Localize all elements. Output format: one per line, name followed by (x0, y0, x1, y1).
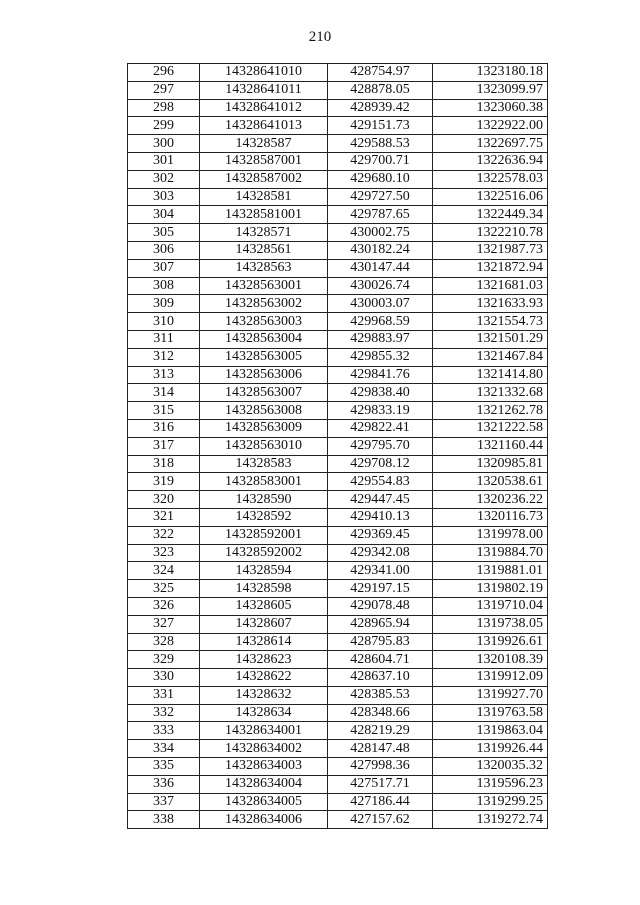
point-code-cell: 14328563001 (200, 277, 328, 295)
table-row (128, 686, 548, 704)
y-coordinate-cell: 1321332.68 (433, 384, 548, 402)
point-code-cell: 14328634002 (200, 740, 328, 758)
point-code-cell: 14328563009 (200, 419, 328, 437)
point-code-cell: 14328587002 (200, 170, 328, 188)
point-code-cell: 14328634005 (200, 793, 328, 811)
point-code-cell: 14328587 (200, 135, 328, 153)
x-coordinate-cell: 429822.41 (328, 419, 433, 437)
y-coordinate-cell: 1323180.18 (433, 64, 548, 82)
table-row (128, 152, 548, 170)
row-number-cell: 336 (128, 775, 200, 793)
y-coordinate-cell: 1319710.04 (433, 597, 548, 615)
table-row (128, 508, 548, 526)
y-coordinate-cell: 1321414.80 (433, 366, 548, 384)
x-coordinate-cell: 429680.10 (328, 170, 433, 188)
x-coordinate-cell: 428795.83 (328, 633, 433, 651)
row-number-cell: 334 (128, 740, 200, 758)
point-code-cell: 14328641010 (200, 64, 328, 82)
table-row (128, 64, 548, 82)
row-number-cell: 296 (128, 64, 200, 82)
point-code-cell: 14328583001 (200, 473, 328, 491)
y-coordinate-cell: 1322516.06 (433, 188, 548, 206)
x-coordinate-cell: 427998.36 (328, 758, 433, 776)
point-code-cell: 14328581001 (200, 206, 328, 224)
table-row (128, 455, 548, 473)
x-coordinate-cell: 429833.19 (328, 402, 433, 420)
y-coordinate-cell: 1319881.01 (433, 562, 548, 580)
point-code-cell: 14328592001 (200, 526, 328, 544)
x-coordinate-cell: 428348.66 (328, 704, 433, 722)
table-row (128, 259, 548, 277)
table-row (128, 313, 548, 331)
point-code-cell: 14328583 (200, 455, 328, 473)
y-coordinate-cell: 1319927.70 (433, 686, 548, 704)
point-code-cell: 14328634 (200, 704, 328, 722)
x-coordinate-cell: 428385.53 (328, 686, 433, 704)
y-coordinate-cell: 1320985.81 (433, 455, 548, 473)
point-code-cell: 14328641011 (200, 81, 328, 99)
row-number-cell: 306 (128, 241, 200, 259)
row-number-cell: 302 (128, 170, 200, 188)
table-row (128, 348, 548, 366)
y-coordinate-cell: 1323060.38 (433, 99, 548, 117)
row-number-cell: 335 (128, 758, 200, 776)
y-coordinate-cell: 1321160.44 (433, 437, 548, 455)
y-coordinate-cell: 1321262.78 (433, 402, 548, 420)
table-row (128, 170, 548, 188)
x-coordinate-cell: 428754.97 (328, 64, 433, 82)
x-coordinate-cell: 430182.24 (328, 241, 433, 259)
row-number-cell: 316 (128, 419, 200, 437)
point-code-cell: 14328632 (200, 686, 328, 704)
x-coordinate-cell: 429708.12 (328, 455, 433, 473)
row-number-cell: 323 (128, 544, 200, 562)
x-coordinate-cell: 429700.71 (328, 152, 433, 170)
row-number-cell: 318 (128, 455, 200, 473)
y-coordinate-cell: 1322697.75 (433, 135, 548, 153)
table-row (128, 330, 548, 348)
x-coordinate-cell: 429197.15 (328, 580, 433, 598)
y-coordinate-cell: 1321987.73 (433, 241, 548, 259)
x-coordinate-cell: 430003.07 (328, 295, 433, 313)
x-coordinate-cell: 427517.71 (328, 775, 433, 793)
row-number-cell: 333 (128, 722, 200, 740)
row-number-cell: 311 (128, 330, 200, 348)
table-row (128, 135, 548, 153)
y-coordinate-cell: 1321467.84 (433, 348, 548, 366)
point-code-cell: 14328563005 (200, 348, 328, 366)
table-row (128, 740, 548, 758)
y-coordinate-cell: 1321222.58 (433, 419, 548, 437)
point-code-cell: 14328634001 (200, 722, 328, 740)
y-coordinate-cell: 1319802.19 (433, 580, 548, 598)
point-code-cell: 14328571 (200, 224, 328, 242)
y-coordinate-cell: 1321501.29 (433, 330, 548, 348)
table-row (128, 295, 548, 313)
row-number-cell: 319 (128, 473, 200, 491)
point-code-cell: 14328563003 (200, 313, 328, 331)
y-coordinate-cell: 1321681.03 (433, 277, 548, 295)
point-code-cell: 14328592002 (200, 544, 328, 562)
row-number-cell: 312 (128, 348, 200, 366)
point-code-cell: 14328598 (200, 580, 328, 598)
table-row (128, 793, 548, 811)
table-row (128, 81, 548, 99)
x-coordinate-cell: 428604.71 (328, 651, 433, 669)
row-number-cell: 322 (128, 526, 200, 544)
x-coordinate-cell: 429855.32 (328, 348, 433, 366)
point-code-cell: 14328563008 (200, 402, 328, 420)
coordinate-table-body (128, 64, 548, 829)
y-coordinate-cell: 1319272.74 (433, 811, 548, 829)
point-code-cell: 14328605 (200, 597, 328, 615)
y-coordinate-cell: 1322210.78 (433, 224, 548, 242)
y-coordinate-cell: 1322636.94 (433, 152, 548, 170)
table-row (128, 117, 548, 135)
y-coordinate-cell: 1319763.58 (433, 704, 548, 722)
row-number-cell: 314 (128, 384, 200, 402)
x-coordinate-cell: 427186.44 (328, 793, 433, 811)
x-coordinate-cell: 429968.59 (328, 313, 433, 331)
y-coordinate-cell: 1320108.39 (433, 651, 548, 669)
row-number-cell: 320 (128, 491, 200, 509)
table-row (128, 188, 548, 206)
x-coordinate-cell: 430147.44 (328, 259, 433, 277)
table-row (128, 473, 548, 491)
y-coordinate-cell: 1319926.44 (433, 740, 548, 758)
y-coordinate-cell: 1319884.70 (433, 544, 548, 562)
point-code-cell: 14328622 (200, 669, 328, 687)
row-number-cell: 332 (128, 704, 200, 722)
table-row (128, 402, 548, 420)
y-coordinate-cell: 1323099.97 (433, 81, 548, 99)
table-row (128, 491, 548, 509)
table-row (128, 384, 548, 402)
x-coordinate-cell: 428147.48 (328, 740, 433, 758)
y-coordinate-cell: 1322922.00 (433, 117, 548, 135)
table-row (128, 99, 548, 117)
coordinate-table (127, 63, 548, 829)
point-code-cell: 14328563006 (200, 366, 328, 384)
point-code-cell: 14328590 (200, 491, 328, 509)
point-code-cell: 14328634004 (200, 775, 328, 793)
coordinate-table-container (127, 63, 547, 829)
row-number-cell: 300 (128, 135, 200, 153)
row-number-cell: 307 (128, 259, 200, 277)
x-coordinate-cell: 428939.42 (328, 99, 433, 117)
x-coordinate-cell: 429841.76 (328, 366, 433, 384)
table-row (128, 775, 548, 793)
x-coordinate-cell: 429341.00 (328, 562, 433, 580)
point-code-cell: 14328614 (200, 633, 328, 651)
row-number-cell: 305 (128, 224, 200, 242)
y-coordinate-cell: 1322578.03 (433, 170, 548, 188)
table-row (128, 419, 548, 437)
row-number-cell: 313 (128, 366, 200, 384)
x-coordinate-cell: 429342.08 (328, 544, 433, 562)
x-coordinate-cell: 428878.05 (328, 81, 433, 99)
y-coordinate-cell: 1319596.23 (433, 775, 548, 793)
table-row (128, 580, 548, 598)
y-coordinate-cell: 1320116.73 (433, 508, 548, 526)
x-coordinate-cell: 429588.53 (328, 135, 433, 153)
table-row (128, 206, 548, 224)
x-coordinate-cell: 427157.62 (328, 811, 433, 829)
point-code-cell: 14328641012 (200, 99, 328, 117)
table-row (128, 437, 548, 455)
point-code-cell: 14328594 (200, 562, 328, 580)
y-coordinate-cell: 1320538.61 (433, 473, 548, 491)
x-coordinate-cell: 428219.29 (328, 722, 433, 740)
point-code-cell: 14328563002 (200, 295, 328, 313)
row-number-cell: 331 (128, 686, 200, 704)
y-coordinate-cell: 1319863.04 (433, 722, 548, 740)
row-number-cell: 338 (128, 811, 200, 829)
point-code-cell: 14328563007 (200, 384, 328, 402)
x-coordinate-cell: 428637.10 (328, 669, 433, 687)
y-coordinate-cell: 1321554.73 (433, 313, 548, 331)
y-coordinate-cell: 1319978.00 (433, 526, 548, 544)
y-coordinate-cell: 1321872.94 (433, 259, 548, 277)
row-number-cell: 329 (128, 651, 200, 669)
table-row (128, 277, 548, 295)
x-coordinate-cell: 430026.74 (328, 277, 433, 295)
x-coordinate-cell: 429883.97 (328, 330, 433, 348)
table-row (128, 597, 548, 615)
table-row (128, 544, 548, 562)
table-row (128, 224, 548, 242)
row-number-cell: 299 (128, 117, 200, 135)
table-row (128, 526, 548, 544)
x-coordinate-cell: 429078.48 (328, 597, 433, 615)
table-row (128, 241, 548, 259)
point-code-cell: 14328563004 (200, 330, 328, 348)
table-row (128, 669, 548, 687)
row-number-cell: 330 (128, 669, 200, 687)
row-number-cell: 304 (128, 206, 200, 224)
x-coordinate-cell: 429795.70 (328, 437, 433, 455)
x-coordinate-cell: 429727.50 (328, 188, 433, 206)
table-row (128, 615, 548, 633)
table-row (128, 722, 548, 740)
row-number-cell: 301 (128, 152, 200, 170)
y-coordinate-cell: 1319299.25 (433, 793, 548, 811)
table-row (128, 704, 548, 722)
x-coordinate-cell: 430002.75 (328, 224, 433, 242)
y-coordinate-cell: 1321633.93 (433, 295, 548, 313)
row-number-cell: 303 (128, 188, 200, 206)
row-number-cell: 308 (128, 277, 200, 295)
x-coordinate-cell: 429410.13 (328, 508, 433, 526)
point-code-cell: 14328587001 (200, 152, 328, 170)
y-coordinate-cell: 1322449.34 (433, 206, 548, 224)
row-number-cell: 298 (128, 99, 200, 117)
y-coordinate-cell: 1320035.32 (433, 758, 548, 776)
point-code-cell: 14328563 (200, 259, 328, 277)
x-coordinate-cell: 429369.45 (328, 526, 433, 544)
y-coordinate-cell: 1319912.09 (433, 669, 548, 687)
y-coordinate-cell: 1319738.05 (433, 615, 548, 633)
point-code-cell: 14328592 (200, 508, 328, 526)
point-code-cell: 14328623 (200, 651, 328, 669)
row-number-cell: 337 (128, 793, 200, 811)
x-coordinate-cell: 429554.83 (328, 473, 433, 491)
table-row (128, 811, 548, 829)
row-number-cell: 309 (128, 295, 200, 313)
row-number-cell: 327 (128, 615, 200, 633)
page-number: 210 (308, 29, 332, 45)
point-code-cell: 14328634003 (200, 758, 328, 776)
point-code-cell: 14328641013 (200, 117, 328, 135)
table-row (128, 633, 548, 651)
table-row (128, 562, 548, 580)
point-code-cell: 14328634006 (200, 811, 328, 829)
x-coordinate-cell: 429838.40 (328, 384, 433, 402)
table-row (128, 651, 548, 669)
row-number-cell: 315 (128, 402, 200, 420)
point-code-cell: 14328561 (200, 241, 328, 259)
row-number-cell: 328 (128, 633, 200, 651)
y-coordinate-cell: 1319926.61 (433, 633, 548, 651)
y-coordinate-cell: 1320236.22 (433, 491, 548, 509)
x-coordinate-cell: 429447.45 (328, 491, 433, 509)
row-number-cell: 326 (128, 597, 200, 615)
row-number-cell: 325 (128, 580, 200, 598)
point-code-cell: 14328607 (200, 615, 328, 633)
row-number-cell: 297 (128, 81, 200, 99)
row-number-cell: 310 (128, 313, 200, 331)
table-row (128, 366, 548, 384)
row-number-cell: 321 (128, 508, 200, 526)
row-number-cell: 317 (128, 437, 200, 455)
table-row (128, 758, 548, 776)
x-coordinate-cell: 429151.73 (328, 117, 433, 135)
x-coordinate-cell: 429787.65 (328, 206, 433, 224)
x-coordinate-cell: 428965.94 (328, 615, 433, 633)
point-code-cell: 14328581 (200, 188, 328, 206)
point-code-cell: 14328563010 (200, 437, 328, 455)
row-number-cell: 324 (128, 562, 200, 580)
